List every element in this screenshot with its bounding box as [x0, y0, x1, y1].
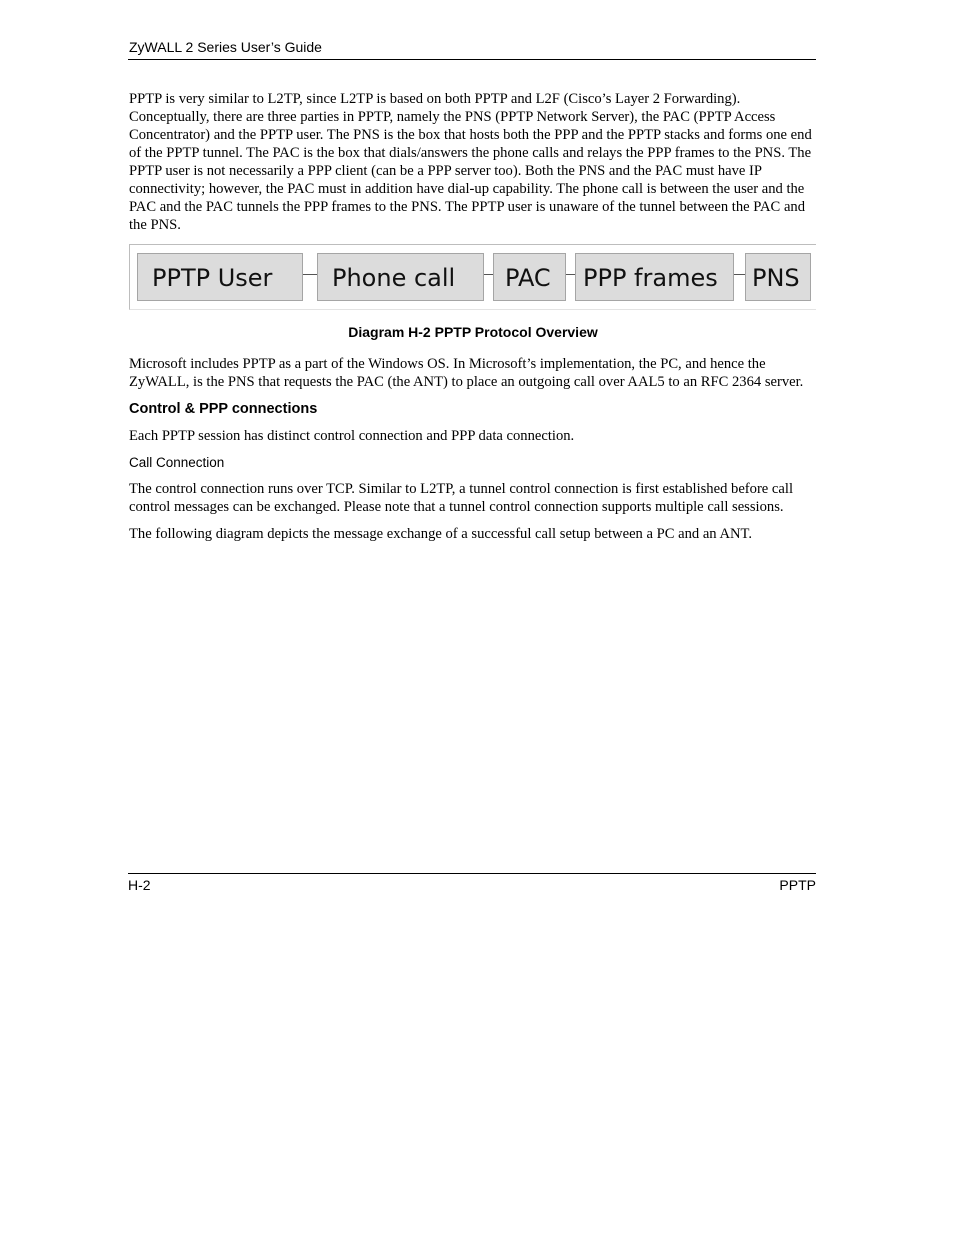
diagram-connector [734, 274, 745, 275]
intro-paragraph: PPTP is very similar to L2TP, since L2TP is based on both PPTP and L2F (Cisco’s Layer 2 Forwarding). Conceptually, there are three parties in PPTP, namely the PNS (PPTP Network Server), the PAC (PPTP Access Concentrator) and the PPTP user. The PNS is the box that hosts both the PPP and the PPTP stacks and forms one end of the PPTP tunnel. The PAC is the box that dials/answers the phone calls and relays the PPP frames to the PNS. The PPTP user is not necessarily a PPP client (can be a PPP server too). Both the PNS and the PAC must have IP connectivity; however, the PAC must in addition have dial-up capability. The phone call is between the user and the PAC and the PAC tunnels the PPP frames to the PNS. The PPTP user is unaware of the tunnel between the PAC and the PNS. [129, 91, 812, 233]
diagram-connector [484, 274, 493, 275]
microsoft-paragraph: Microsoft includes PPTP as a part of the Windows OS. In Microsoft’s implementation, the PC, and hence the ZyWALL, is the PNS that requests the PAC (the ANT) to place an outgoing call over AAL5 to an RFC 2364 server. [129, 356, 804, 390]
diagram-box-ppp-frames: PPP frames [575, 253, 734, 301]
subsection-heading: Call Connection [129, 455, 225, 470]
page-header [128, 37, 816, 60]
diagram-box-pptp-user: PPTP User [137, 253, 303, 301]
pptp-protocol-diagram [129, 244, 816, 310]
page-footer [128, 873, 816, 893]
following-paragraph: The following diagram depicts the message exchange of a successful call setup between a PC and an ANT. [129, 526, 753, 542]
main-content [129, 90, 817, 552]
diagram-box-pns: PNS [745, 253, 811, 301]
diagram-box-pac: PAC [493, 253, 566, 301]
diagram-connector [566, 274, 575, 275]
diagram-caption: Diagram H-2 PPTP Protocol Overview [348, 324, 598, 340]
control-paragraph: The control connection runs over TCP. Similar to L2TP, a tunnel control connection is first established before call control messages can be exchanged. Please note that a tunnel control connection supports multiple call sessions. [129, 481, 793, 515]
page-number: H-2 [128, 877, 151, 893]
diagram-connector [303, 274, 317, 275]
chapter-name: PPTP [779, 877, 816, 893]
session-paragraph: Each PPTP session has distinct control connection and PPP data connection. [129, 428, 575, 444]
section-heading: Control & PPP connections [129, 401, 318, 417]
diagram-box-phone-call: Phone call [317, 253, 484, 301]
guide-title: ZyWALL 2 Series User’s Guide [129, 39, 322, 55]
